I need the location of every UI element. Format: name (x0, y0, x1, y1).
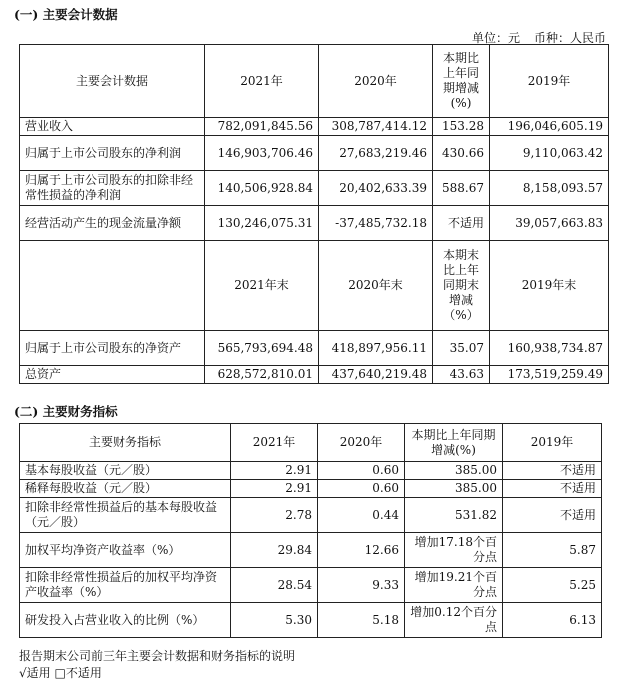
row-label: 归属于上市公司股东的净资产 (20, 331, 205, 366)
value-2021: 782,091,845.56 (205, 118, 319, 136)
value-2021: 2.91 (231, 480, 318, 498)
value-change: 增加0.12个百分点 (405, 603, 503, 638)
table-row (20, 118, 609, 136)
section2-heading: (二) 主要财务指标 (14, 404, 118, 419)
row-label: 归属于上市公司股东的扣除非经常性损益的净利润 (20, 171, 205, 206)
value-2020: 27,683,219.46 (319, 136, 433, 171)
header-item: 主要财务指标 (20, 424, 231, 462)
value-2020: 418,897,956.11 (319, 331, 433, 366)
header-item: 主要会计数据 (20, 45, 205, 118)
value-change: 385.00 (405, 480, 503, 498)
subheader-change: 本期末比上年同期末增减（%） (433, 241, 490, 331)
value-2021: 2.78 (231, 498, 318, 533)
value-2021: 5.30 (231, 603, 318, 638)
value-change: 588.67 (433, 171, 490, 206)
value-2020: 9.33 (318, 568, 405, 603)
table-row (20, 603, 602, 638)
table-row (20, 462, 602, 480)
value-change: 增加19.21个百分点 (405, 568, 503, 603)
header-change: 本期比上年同期增减(%) (405, 424, 503, 462)
row-label: 稀释每股收益（元／股） (20, 480, 231, 498)
value-change: 385.00 (405, 462, 503, 480)
value-change: 430.66 (433, 136, 490, 171)
financial-indicators-table (19, 423, 602, 638)
value-2019: 173,519,259.49 (490, 366, 609, 384)
value-change: 43.63 (433, 366, 490, 384)
table-row (20, 480, 602, 498)
value-2019: 5.87 (503, 533, 602, 568)
value-change: 增加17.18个百分点 (405, 533, 503, 568)
table-row (20, 568, 602, 603)
row-label: 加权平均净资产收益率（%） (20, 533, 231, 568)
notes-description: 报告期末公司前三年主要会计数据和财务指标的说明 (19, 649, 296, 663)
value-2019: 9,110,063.42 (490, 136, 609, 171)
value-2021: 140,506,928.84 (205, 171, 319, 206)
table-row (20, 498, 602, 533)
value-change: 153.28 (433, 118, 490, 136)
subheader-2021: 2021年末 (205, 241, 319, 331)
header-2019: 2019年 (490, 45, 609, 118)
value-2019: 不适用 (503, 462, 602, 480)
table-row (20, 171, 609, 206)
value-2020: 5.18 (318, 603, 405, 638)
value-2021: 28.54 (231, 568, 318, 603)
table-row (20, 366, 609, 384)
value-2021: 628,572,810.01 (205, 366, 319, 384)
row-label: 总资产 (20, 366, 205, 384)
header-2020: 2020年 (319, 45, 433, 118)
value-change: 不适用 (433, 206, 490, 241)
value-2020: 437,640,219.48 (319, 366, 433, 384)
value-2021: 29.84 (231, 533, 318, 568)
value-change: 35.07 (433, 331, 490, 366)
row-label: 研发投入占营业收入的比例（%） (20, 603, 231, 638)
row-label: 营业收入 (20, 118, 205, 136)
applicable-option: √适用 (19, 666, 51, 680)
value-2021: 130,246,075.31 (205, 206, 319, 241)
applicability-options (19, 664, 102, 681)
table-header-row (20, 45, 609, 118)
header-2019: 2019年 (503, 424, 602, 462)
value-2021: 2.91 (231, 462, 318, 480)
header-change: 本期比上年同期增减(%) (433, 45, 490, 118)
row-label: 基本每股收益（元／股） (20, 462, 231, 480)
value-2020: 0.44 (318, 498, 405, 533)
currency-label: 币种：人民币 (533, 31, 606, 45)
subheader-blank (20, 241, 205, 331)
value-2020: 12.66 (318, 533, 405, 568)
value-2020: 0.60 (318, 480, 405, 498)
value-2020: 20,402,633.39 (319, 171, 433, 206)
value-2021: 146,903,706.46 (205, 136, 319, 171)
value-2020: 0.60 (318, 462, 405, 480)
value-2019: 196,046,605.19 (490, 118, 609, 136)
table-header-row (20, 424, 602, 462)
table-row (20, 136, 609, 171)
not-applicable-option: □不适用 (54, 666, 102, 680)
row-label: 经营活动产生的现金流量净额 (20, 206, 205, 241)
subheader-2020: 2020年末 (319, 241, 433, 331)
section1-heading: (一) 主要会计数据 (14, 7, 118, 22)
value-2019: 160,938,734.87 (490, 331, 609, 366)
row-label: 归属于上市公司股东的净利润 (20, 136, 205, 171)
header-2021: 2021年 (205, 45, 319, 118)
table-row (20, 206, 609, 241)
row-label: 扣除非经常性损益后的基本每股收益（元／股） (20, 498, 231, 533)
table-row (20, 331, 609, 366)
value-2021: 565,793,694.48 (205, 331, 319, 366)
value-2019: 8,158,093.57 (490, 171, 609, 206)
value-2020: 308,787,414.12 (319, 118, 433, 136)
value-2019: 不适用 (503, 498, 602, 533)
value-2020: -37,485,732.18 (319, 206, 433, 241)
subheader-2019: 2019年末 (490, 241, 609, 331)
table-row (20, 533, 602, 568)
row-label: 扣除非经常性损益后的加权平均净资产收益率（%） (20, 568, 231, 603)
value-2019: 5.25 (503, 568, 602, 603)
accounting-data-table (19, 44, 609, 384)
header-2021: 2021年 (231, 424, 318, 462)
value-change: 531.82 (405, 498, 503, 533)
header-2020: 2020年 (318, 424, 405, 462)
value-2019: 39,057,663.83 (490, 206, 609, 241)
table-subheader-row (20, 241, 609, 331)
value-2019: 不适用 (503, 480, 602, 498)
value-2019: 6.13 (503, 603, 602, 638)
unit-label: 单位：元 (471, 31, 520, 45)
